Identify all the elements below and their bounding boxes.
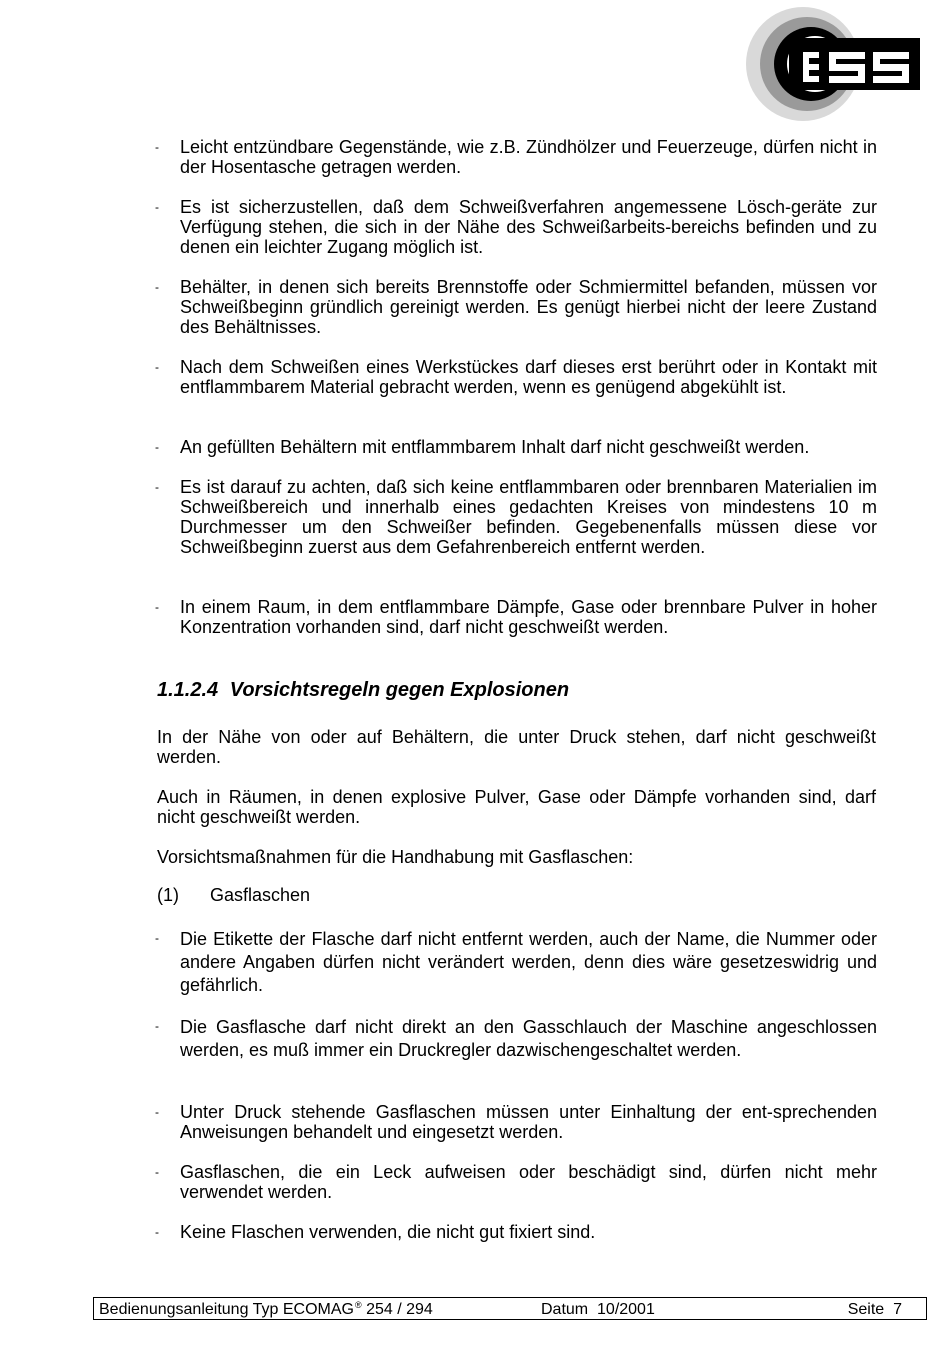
bullet-dash: - bbox=[155, 1019, 159, 1033]
list-item-text: Die Gasflasche darf nicht direkt an den Gasschlauch der Maschine angeschlossen werden, es muß immer ein Druckregler dazwischengeschaltet werden. bbox=[180, 1017, 877, 1060]
list-item-text: In einem Raum, in dem entflammbare Dämpfe, Gase oder brennbare Pulver in hoher Konzentration vorhanden sind, darf nicht geschweißt werden. bbox=[180, 597, 877, 637]
list-item bbox=[155, 1102, 877, 1142]
list-item bbox=[155, 197, 877, 257]
section-number: 1.1.2.4 bbox=[157, 679, 219, 701]
bullet-dash: - bbox=[155, 1105, 159, 1119]
bullet-dash: - bbox=[155, 1165, 159, 1179]
registered-mark: ® bbox=[354, 1300, 362, 1310]
list-item bbox=[155, 357, 877, 397]
ess-logo bbox=[745, 6, 921, 122]
footer-page-number: Seite 7 bbox=[847, 1301, 902, 1318]
list-item bbox=[155, 277, 877, 337]
bullet-dash: - bbox=[155, 140, 159, 154]
bullet-dash: - bbox=[155, 931, 159, 945]
list-item-text: Es ist sicherzustellen, daß dem Schweißverfahren angemessene Lösch-geräte zur Verfügung stehen, die sich in der Nähe des Schweißarbeits-bereichs befinden und zu denen ein leichter Zugang möglich ist. bbox=[180, 197, 877, 257]
page-footer bbox=[93, 1297, 927, 1320]
section-heading bbox=[157, 678, 569, 702]
list-item-text: Es ist darauf zu achten, daß sich keine entflammbaren oder brennbaren Materialien im Schweißbereich und innerhalb eines gedachten Kreises von mindestens 10 m Durchmesser um den Schweißer befinden. Gegebenenfalls müssen diese vor Schweißbeginn zuerst aus dem Gefahrenbereich entfernt werden. bbox=[180, 477, 877, 557]
paragraph: Auch in Räumen, in denen explosive Pulver, Gase oder Dämpfe vorhanden sind, darf nicht geschweißt werden. bbox=[157, 787, 876, 827]
footer-model: 254 / 294 bbox=[366, 1301, 433, 1318]
list-item bbox=[155, 928, 877, 997]
list-item-text: An gefüllten Behältern mit entflammbarem Inhalt darf nicht geschweißt werden. bbox=[180, 437, 810, 457]
bullet-dash: - bbox=[155, 200, 159, 214]
list-item-text: Behälter, in denen sich bereits Brennstoffe oder Schmiermittel befanden, müssen vor Schweißbeginn gründlich gereinigt werden. Es genügt hierbei nicht der leere Zustand des Behältnisses. bbox=[180, 277, 877, 337]
paragraph: Vorsichtsmaßnahmen für die Handhabung mit Gasflaschen: bbox=[157, 847, 634, 867]
list-item-text: Keine Flaschen verwenden, die nicht gut fixiert sind. bbox=[180, 1222, 596, 1242]
bullet-dash: - bbox=[155, 360, 159, 374]
numbered-item-text: Gasflaschen bbox=[210, 885, 311, 905]
list-item-text: Nach dem Schweißen eines Werkstückes darf dieses erst berührt oder in Kontakt mit entflammbarem Material gebracht werden, wenn es genügend abgekühlt ist. bbox=[180, 357, 877, 397]
numbered-item-label: (1) bbox=[157, 885, 179, 905]
paragraph: In der Nähe von oder auf Behältern, die unter Druck stehen, darf nicht geschweißt werden. bbox=[157, 727, 876, 767]
footer-product: Bedienungsanleitung Typ ECOMAG bbox=[99, 1301, 354, 1318]
numbered-item bbox=[157, 885, 310, 905]
bullet-dash: - bbox=[155, 280, 159, 294]
list-item bbox=[155, 597, 877, 637]
bullet-dash: - bbox=[155, 600, 159, 614]
footer-manual-title bbox=[99, 1298, 433, 1321]
list-item bbox=[155, 1162, 877, 1202]
list-item bbox=[155, 137, 877, 177]
section-title: Vorsichtsregeln gegen Explosionen bbox=[229, 679, 570, 701]
list-item-text: Die Etikette der Flasche darf nicht entfernt werden, auch der Name, die Nummer oder andere Angaben dürfen nicht verändert werden, denn dies wäre gesetzeswidrig und gefährlich. bbox=[180, 929, 877, 995]
list-item bbox=[155, 477, 877, 557]
footer-date: Datum 10/2001 bbox=[541, 1301, 655, 1318]
list-item bbox=[155, 437, 885, 457]
bullet-dash: - bbox=[155, 440, 159, 454]
list-item-text: Unter Druck stehende Gasflaschen müssen unter Einhaltung der ent-sprechenden Anweisungen behandelt und eingesetzt werden. bbox=[180, 1102, 877, 1142]
bullet-dash: - bbox=[155, 480, 159, 494]
list-item bbox=[155, 1016, 877, 1062]
list-item bbox=[155, 1222, 877, 1242]
list-item-text: Leicht entzündbare Gegenstände, wie z.B. Zündhölzer und Feuerzeuge, dürfen nicht in der Hosentasche getragen werden. bbox=[180, 137, 877, 177]
list-item-text: Gasflaschen, die ein Leck aufweisen oder beschädigt sind, dürfen nicht mehr verwendet werden. bbox=[180, 1162, 877, 1202]
bullet-dash: - bbox=[155, 1225, 159, 1239]
